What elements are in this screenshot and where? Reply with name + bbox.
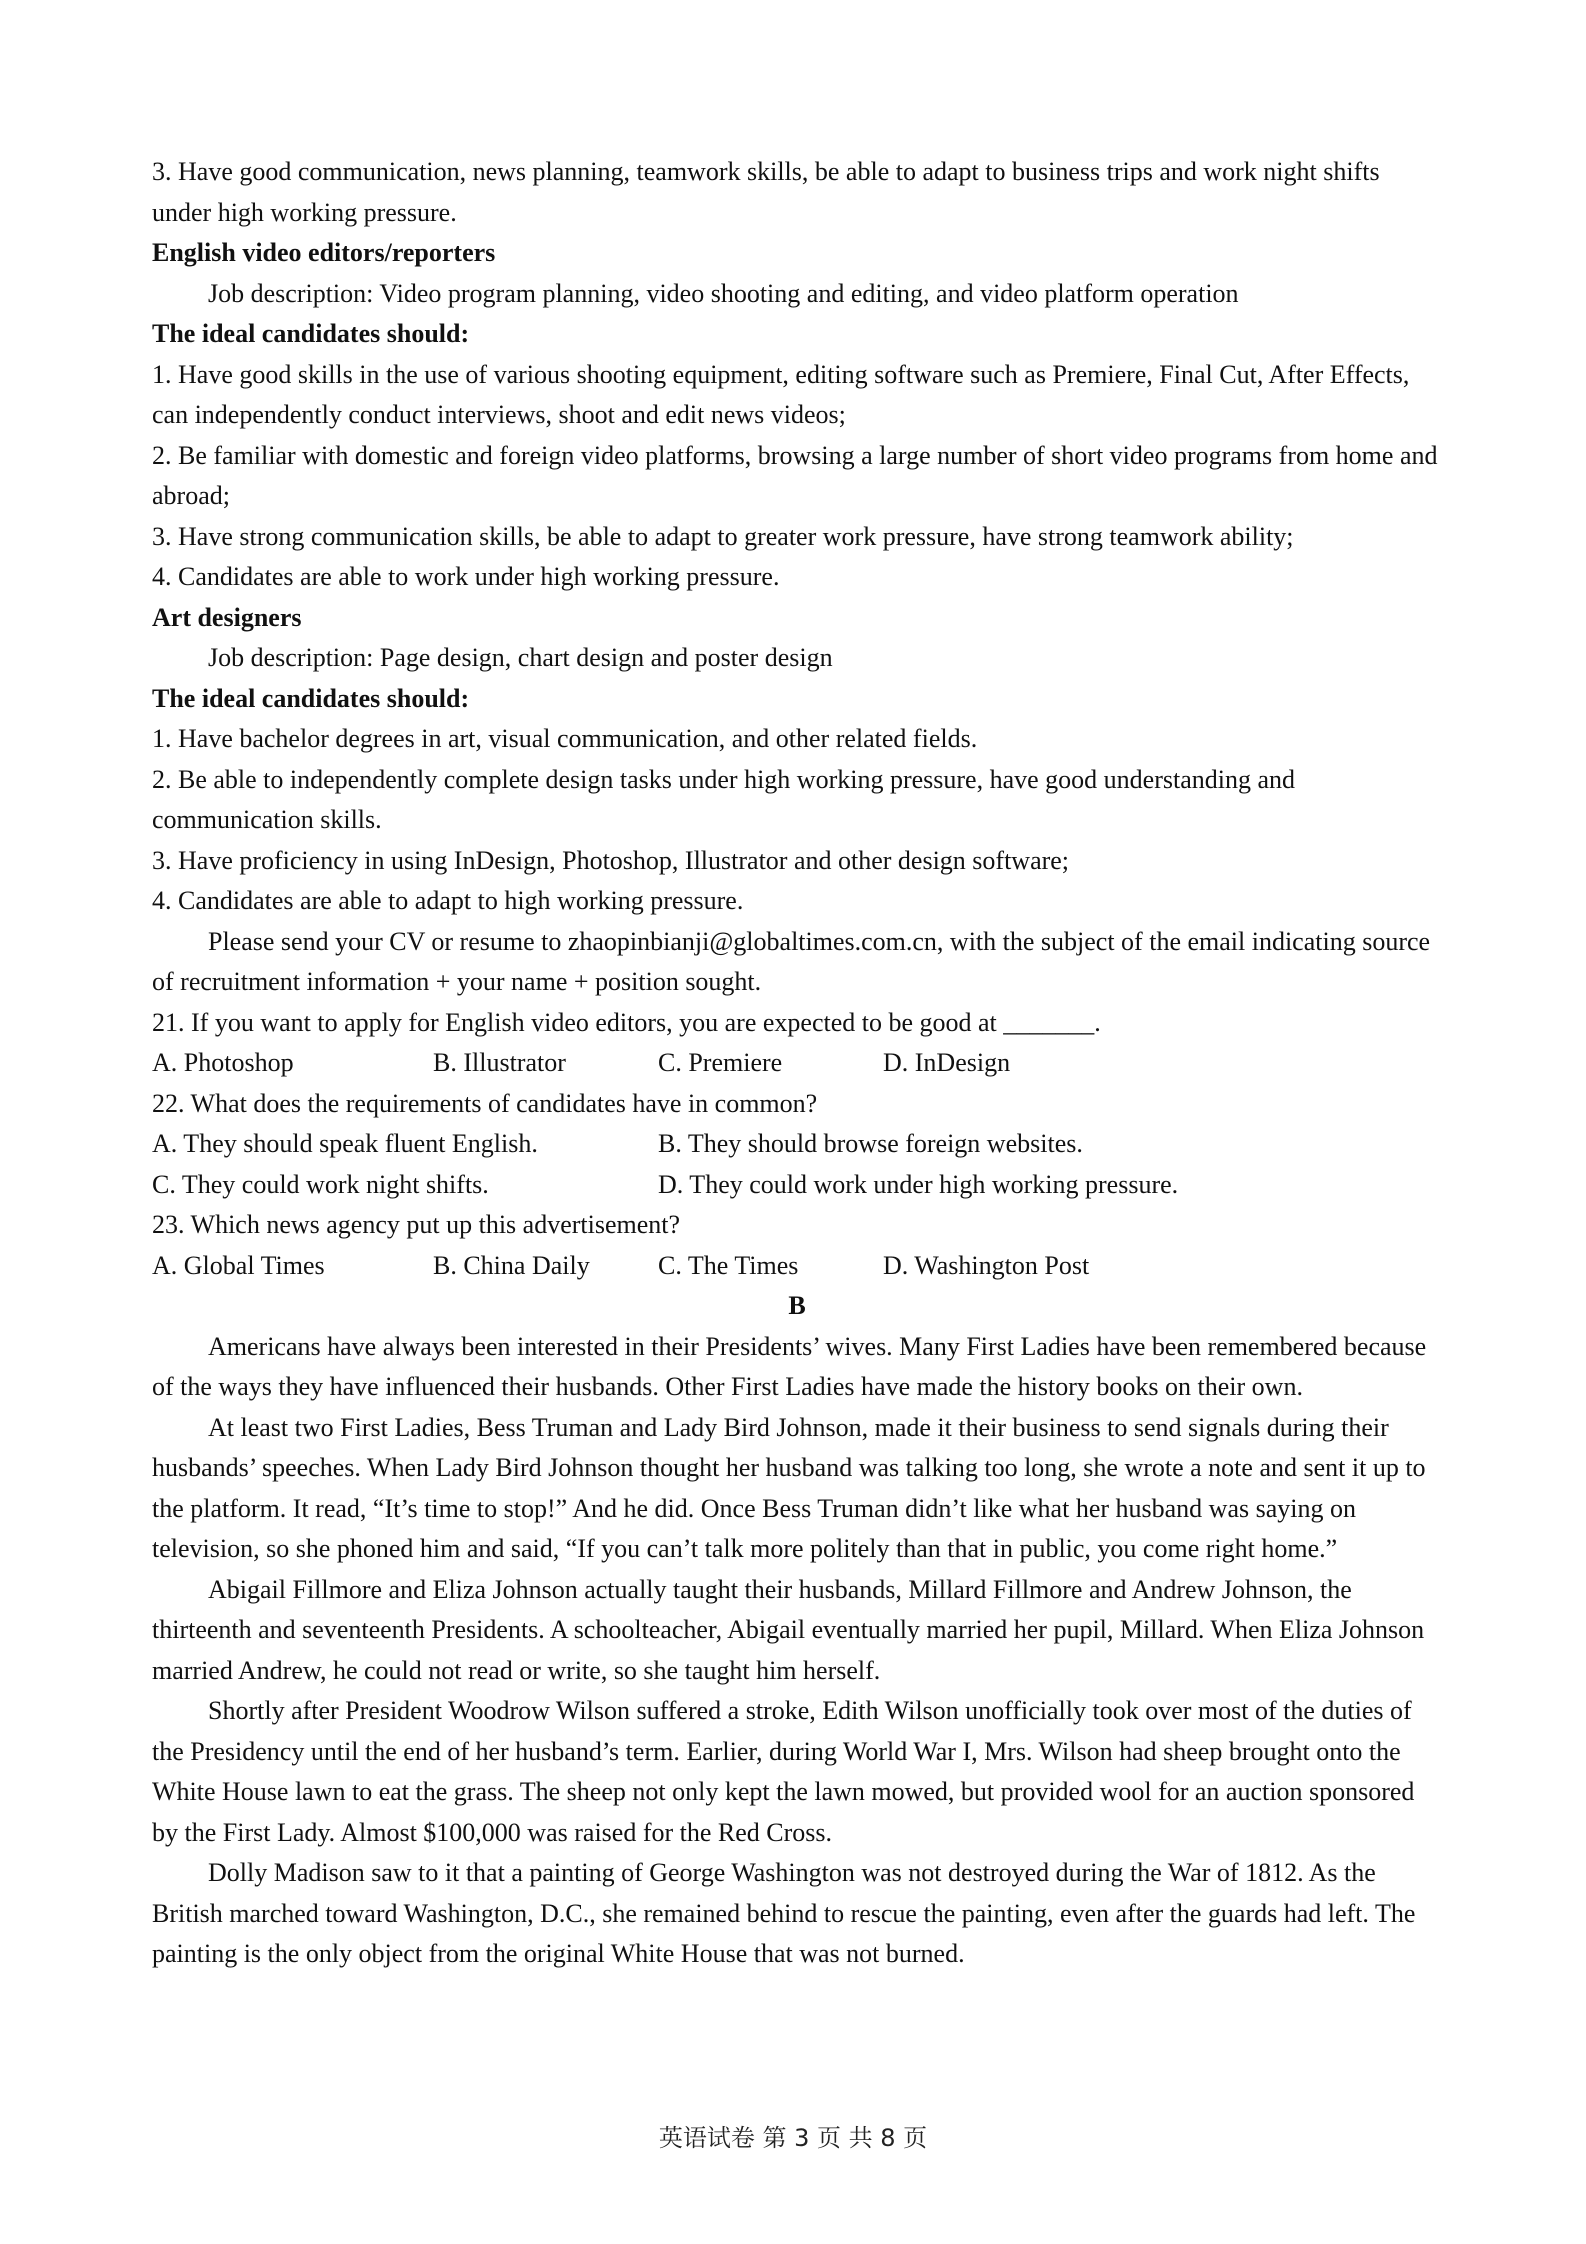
option-a: A. Photoshop: [152, 1048, 294, 1077]
option-c: C. They could work night shifts.: [152, 1169, 489, 1199]
job-description: Job description: Page design, chart design and poster design: [208, 643, 833, 672]
passage-paragraph: Shortly after President Woodrow Wilson suffered a stroke, Edith Wilson unofficially took over most of the duties of the Presidency until the end of her husband’s term. Earlier, during World War I, Mrs. Wilson had sheep brought onto the White House lawn to eat the grass. The sheep not only kept the lawn mowed, but provided wool for an auction sponsored by the First Lady. Almost $100,000 was raised for the Red Cross.: [152, 1696, 1415, 1847]
question-21-stem: 21. If you want to apply for English video editors, you are expected to be good at _______.: [152, 1007, 1101, 1037]
application-instructions: Please send your CV or resume to zhaopinbianji@globaltimes.com.cn, with the subject of the email indicating source of recruitment information + your name + position sought.: [152, 926, 1431, 996]
requirement-item: 4. Candidates are able to adapt to high working pressure.: [152, 886, 744, 915]
requirement-item: 1. Have good skills in the use of various shooting equipment, editing software such as Premiere, Final Cut, After Effects, can independently conduct interviews, shoot and edit news videos;: [152, 359, 1410, 429]
option-a: A. They should speak fluent English.: [152, 1129, 538, 1158]
question-21-options: [152, 1043, 1442, 1084]
job-heading-art: Art designers: [152, 602, 302, 632]
option-b: B. China Daily: [433, 1250, 590, 1280]
requirement-item: 4. Candidates are able to work under high working pressure.: [152, 562, 780, 591]
option-c: C. The Times: [658, 1250, 799, 1280]
ideal-candidates-heading: The ideal candidates should:: [152, 683, 470, 713]
question-23-stem: 23. Which news agency put up this advertisement?: [152, 1210, 681, 1239]
question-22-options-row1: [152, 1124, 1442, 1165]
option-a: A. Global Times: [152, 1250, 325, 1280]
option-b: B. Illustrator: [433, 1048, 566, 1077]
question-23-options: [152, 1246, 1442, 1287]
passage-paragraph: Abigail Fillmore and Eliza Johnson actually taught their husbands, Millard Fillmore and Andrew Johnson, the thirteenth and seventeenth Presidents. A schoolteacher, Abigail eventually married her pupil, Millard. When Eliza Johnson married Andrew, he could not read or write, so she taught him herself.: [152, 1574, 1425, 1685]
passage-paragraph: At least two First Ladies, Bess Truman and Lady Bird Johnson, made it their business to send signals during their husbands’ speeches. When Lady Bird Johnson thought her husband was talking too long, she wrote a note and sent it up to the platform. It read, “It’s time to stop!” And he did. Once Bess Truman didn’t like what her husband was saying on television, so she phoned him and said, “If you can’t talk more politely than that in public, you come right home.”: [152, 1412, 1426, 1563]
requirement-item: 3. Have proficiency in using InDesign, Photoshop, Illustrator and other design software;: [152, 845, 1070, 875]
question-22-options-row2: [152, 1165, 1442, 1206]
passage-paragraph: Americans have always been interested in their Presidents’ wives. Many First Ladies have been remembered because of the ways they have influenced their husbands. Other First Ladies have made the history books on their own.: [152, 1331, 1427, 1401]
option-c: C. Premiere: [658, 1048, 783, 1077]
option-b: B. They should browse foreign websites.: [658, 1129, 1083, 1158]
job-description: Job description: Video program planning, video shooting and editing, and video platform operation: [208, 278, 1239, 308]
job-heading-video: English video editors/reporters: [152, 238, 496, 267]
page-footer: 英语试卷 第 3 页 共 8 页: [658, 2124, 928, 2152]
requirement-item: 1. Have bachelor degrees in art, visual communication, and other related fields.: [152, 724, 978, 753]
requirement-item: 3. Have good communication, news planning, teamwork skills, be able to adapt to business trips and work night shifts under high working pressure.: [152, 157, 1380, 227]
option-d: D. InDesign: [883, 1048, 1011, 1077]
question-22-stem: 22. What does the requirements of candidates have in common?: [152, 1088, 818, 1118]
option-d: D. They could work under high working pressure.: [658, 1169, 1179, 1199]
requirement-item: 2. Be able to independently complete design tasks under high working pressure, have good understanding and communication skills.: [152, 764, 1296, 834]
section-b-heading: B: [788, 1291, 806, 1320]
passage-paragraph: Dolly Madison saw to it that a painting of George Washington was not destroyed during the War of 1812. As the British marched toward Washington, D.C., she remained behind to rescue the painting, even after the guards had left. The painting is the only object from the original White House that was not burned.: [152, 1858, 1416, 1968]
option-d: D. Washington Post: [883, 1250, 1090, 1280]
exam-page: [152, 152, 1442, 1975]
ideal-candidates-heading: The ideal candidates should:: [152, 319, 470, 348]
requirement-item: 3. Have strong communication skills, be able to adapt to greater work pressure, have strong teamwork ability;: [152, 521, 1294, 551]
requirement-item: 2. Be familiar with domestic and foreign video platforms, browsing a large number of short video programs from home and abroad;: [152, 440, 1438, 510]
